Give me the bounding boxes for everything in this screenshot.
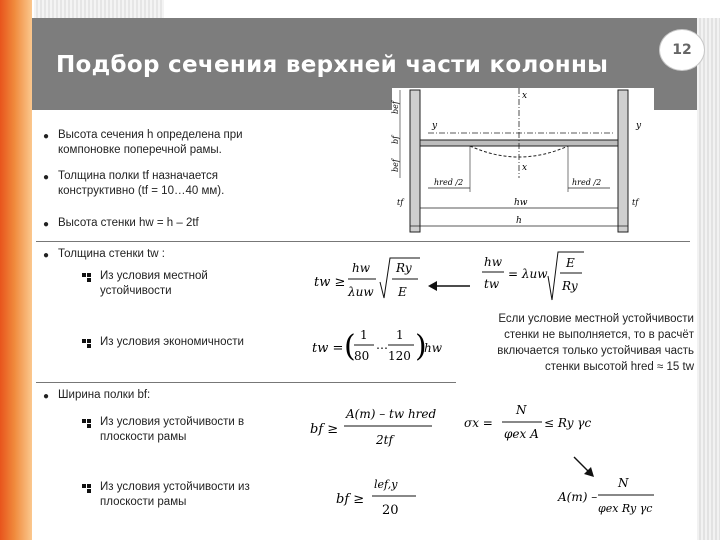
formula-bf-ge: bf ≥ — [310, 422, 339, 437]
formula-tw-ge: tw ≥ — [314, 275, 346, 290]
sub-item-economy: Из условия экономичности — [100, 336, 244, 348]
formula-area-out-plane — [556, 474, 656, 522]
formula-tw-eq: tw = — [312, 341, 344, 356]
formula-tw-economy — [310, 322, 440, 372]
checkbox-square-icon — [82, 339, 91, 348]
bullet-text-tw: Толщина стенки tw : — [58, 248, 165, 260]
paren-right: ) — [415, 329, 427, 364]
sub-item-in-plane: Из условия устойчивости в плоскости рамы — [100, 416, 245, 443]
formula-hw-3: hw — [424, 341, 442, 355]
label-bef-2: bef — [391, 159, 400, 172]
sub-item-out-of-plane: Из условия устойчивости из плоскости рамы — [100, 481, 250, 508]
formula-onetwenty: 120 — [388, 349, 411, 363]
formula-eighty: 80 — [354, 349, 370, 363]
top-decor-stripes — [34, 0, 164, 18]
formula-dots: … — [376, 338, 388, 352]
formula-e-2: E — [566, 256, 575, 270]
label-bef: bef — [391, 101, 400, 114]
formula-one-2: 1 — [396, 328, 404, 342]
label-y-right: y — [636, 121, 642, 131]
formula-n: N — [516, 403, 527, 417]
formula-twenty: 20 — [382, 503, 399, 518]
formula-phi-ex-a: φex A — [504, 427, 539, 441]
formula-bf-ge-2: bf ≥ — [336, 492, 365, 507]
formula-ry-2: Ry — [562, 279, 578, 293]
formula-lef: lef,y — [374, 478, 398, 491]
paren-left: ( — [344, 329, 356, 364]
bullet-text-tf: Толщина полки tf назначается конструктивно (tf = 10…40 мм). — [58, 170, 225, 197]
right-decor-strip — [697, 18, 720, 540]
formula-lambda-bar: = λuw — [508, 267, 548, 281]
bullet-dot-2: ● — [43, 172, 50, 183]
left-flange — [410, 90, 420, 232]
sub-item-local-stability: Из условия местной устойчивости — [100, 270, 208, 297]
checkbox-square-icon — [82, 273, 91, 282]
formula-sigma-x — [462, 400, 602, 448]
label-tf-left: tf — [397, 198, 404, 207]
formula-numerator: A(т) – tw hred — [346, 407, 437, 421]
cross-section-diagram — [392, 88, 654, 238]
label-hred-right: hred /2 — [572, 178, 602, 187]
arrow-left-icon — [428, 279, 472, 293]
separator-2 — [36, 382, 456, 383]
separator-1 — [36, 241, 690, 242]
bullet-dot-5: ● — [43, 391, 50, 402]
formula-tw-local — [312, 254, 424, 306]
formula-tw-den: tw — [484, 277, 500, 291]
formula-denominator: 2tf — [376, 433, 393, 447]
label-bf: bf — [391, 135, 400, 144]
label-y-left: y — [432, 121, 438, 131]
label-x-top: x — [522, 91, 528, 101]
bullet-text-h: Высота сечения h определена при компоновке поперечной рамы. — [58, 129, 243, 156]
formula-e: E — [398, 285, 407, 299]
bullet-dot-4: ● — [43, 250, 50, 261]
formula-n-2: N — [618, 476, 629, 490]
bullet-text-hw: Высота стенки hw = h – 2tf — [58, 217, 199, 229]
formula-le-ry: ≤ Ry γc — [544, 416, 592, 430]
bullet-text-bf: Ширина полки bf: — [58, 389, 151, 401]
label-h: h — [516, 216, 522, 226]
note-reduced-web: Если условие местной устойчивости стенки не выполняется, то в расчёт включается только устойчивая часть стенки высотой hred ≈ 15 tw — [497, 313, 694, 373]
bullet-dot-3: ● — [43, 219, 50, 230]
formula-hw-2: hw — [484, 255, 502, 269]
label-x-bottom: x — [522, 163, 528, 173]
formula-ry: Ry — [396, 261, 412, 275]
slide-title: Подбор сечения верхней части колонны — [56, 52, 609, 78]
right-flange — [618, 90, 628, 232]
formula-slenderness — [480, 248, 588, 306]
slide-number-badge: 12 — [659, 29, 705, 71]
formula-lambda: λuw — [348, 285, 374, 299]
formula-a-t: A(т) – — [558, 490, 598, 504]
left-accent-strip — [0, 0, 32, 540]
formula-bf-out-plane — [334, 470, 424, 524]
checkbox-square-icon — [82, 419, 91, 428]
label-hw: hw — [514, 198, 528, 208]
label-hred-left: hred /2 — [434, 178, 464, 187]
formula-phi-den: φex Ry γc — [598, 502, 653, 515]
formula-bf-in-plane — [308, 398, 436, 454]
label-tf-right: tf — [632, 198, 639, 207]
bullet-dot-1: ● — [43, 131, 50, 142]
formula-hw: hw — [352, 261, 370, 275]
checkbox-square-icon — [82, 484, 91, 493]
formula-one-1: 1 — [360, 328, 368, 342]
formula-sigma: σx = — [464, 416, 493, 430]
